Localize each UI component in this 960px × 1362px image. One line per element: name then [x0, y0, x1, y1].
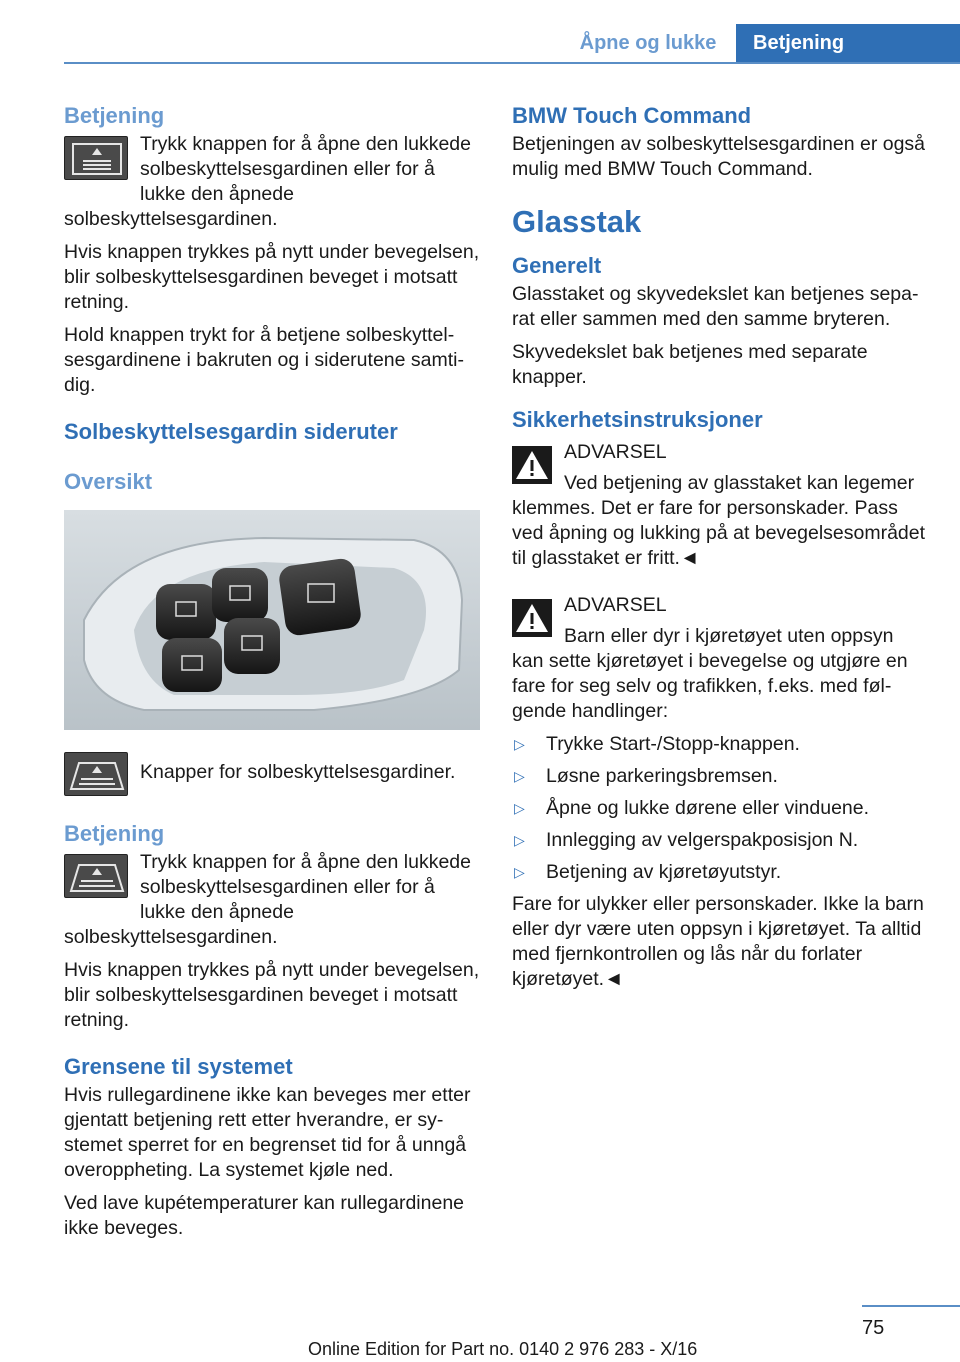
header-section-tab: Åpne og lukke	[579, 32, 717, 54]
bullet-triangle-icon: ▷	[514, 800, 525, 816]
heading-solbeskyttelsesgardin: Solbeskyttelsesgardin sideruter	[64, 419, 398, 444]
warning-text: Barn eller dyr i kjøretøyet uten oppsyn kan sette kjøretøyet i bevegelse og utgjøre en fare for seg selv og trafikken, f.eks. med følgende handlinger:	[512, 625, 908, 722]
bullet-triangle-icon: ▷	[514, 864, 525, 880]
page-number: 75	[862, 1317, 885, 1339]
heading-oversikt: Oversikt	[64, 469, 153, 494]
window-switch-photo	[64, 510, 480, 730]
list-item: ▷ Betjening av kjøretøyutstyr.	[514, 861, 782, 883]
instruction-with-icon	[64, 132, 480, 240]
heading-betjening: Betjening	[64, 103, 165, 128]
warning-triangle-icon	[512, 599, 552, 637]
heading-sikkerhetsinstruksjoner: Sikkerhetsinstruksjoner	[512, 407, 763, 432]
bullet-triangle-icon: ▷	[514, 832, 525, 848]
heading-betjening-2: Betjening	[64, 821, 165, 846]
list-item: ▷ Løsne parkeringsbremsen.	[514, 765, 778, 787]
bullet-triangle-icon: ▷	[514, 768, 525, 784]
header-rule	[64, 62, 960, 64]
heading-bmw-touch-command: BMW Touch Command	[512, 103, 752, 128]
right-column	[512, 100, 928, 1000]
warning-triangle-icon	[512, 446, 552, 484]
warning-title: ADVARSEL	[564, 441, 667, 463]
list-item: ▷ Trykke Start-/Stopp-knappen.	[514, 733, 800, 755]
left-column	[64, 100, 480, 1249]
paragraph: Fare for ulykker eller personskader. Ikke la barn eller dyr være uten oppsyn i kjøretøyet. Ta alltid med fjernkontrollen og lås når du forlater kjøretøyet.◄	[512, 893, 924, 990]
edition-line: Online Edition for Part no. 0140 2 976 283 - X/16	[308, 1339, 698, 1359]
paragraph: Betjeningen av solbeskyttelsesgardinen er også mulig med BMW Touch Command.	[512, 133, 926, 180]
warning-title: ADVARSEL	[564, 594, 667, 616]
warning-block	[512, 440, 928, 579]
sunblind-button-icon	[64, 752, 128, 796]
warning-block	[512, 593, 928, 732]
paragraph: Trykk knappen for å åpne den lukkede solbeskyttelsesgardinen eller for å lukke den åpnede solbeskyttelsesgardinen.	[64, 851, 471, 948]
list-item: ▷ Innlegging av velgerspakposisjon N.	[514, 829, 859, 851]
paragraph: Skyvedekslet bak betjenes med separate knapper.	[512, 341, 868, 388]
footer-rule	[862, 1305, 960, 1307]
list-item: ▷ Åpne og lukke dørene eller vinduene.	[514, 797, 870, 819]
sunblind-button-icon	[64, 136, 128, 180]
hazard-list	[512, 732, 928, 885]
paragraph: Hvis knappen trykkes på nytt under bevegelsen, blir solbeskyttelsesgardinen beveget i motsatt retning.	[64, 959, 480, 1031]
header-chapter-tab: Betjening	[736, 24, 960, 62]
warning-text: Ved betjening av glasstaket kan legemer klemmes. Det er fare for personskader. Pass ved åpning og lukking på at bevegelsesområdet til glasstaket er fritt.◄	[512, 472, 926, 569]
instruction-with-icon	[64, 850, 480, 958]
paragraph: Glasstaket og skyvedekslet kan betjenes separat eller sammen med den samme bryteren.	[512, 283, 919, 330]
photo-caption: Knapper for solbeskyttelsesgardiner.	[140, 761, 456, 783]
sunblind-button-icon	[64, 854, 128, 898]
heading-glasstak: Glasstak	[512, 204, 642, 239]
paragraph: Trykk knappen for å åpne den lukkede solbeskyttelsesgardinen eller for å lukke den åpnede solbeskyttelsesgardinen.	[64, 133, 471, 230]
paragraph: Hvis rullegardinene ikke kan beveges mer etter gjentatt betjening rett etter hverandre, er systemet sperret for en begrenset tid for å unngå overoppheting. La systemet kjøle ned.	[64, 1084, 471, 1181]
paragraph: Ved lave kupétemperaturer kan rullegardinene ikke beveges.	[64, 1192, 465, 1239]
heading-grensene: Grensene til systemet	[64, 1054, 293, 1079]
paragraph: Hvis knappen trykkes på nytt under bevegelsen, blir solbeskyttelsesgardinen beveget i motsatt retning.	[64, 241, 480, 313]
paragraph: Hold knappen trykt for å betjene solbeskyttelsesgardinene i bakruten og i siderutene samtidig.	[64, 324, 464, 396]
bullet-triangle-icon: ▷	[514, 736, 525, 752]
caption-with-icon	[64, 748, 480, 800]
heading-generelt: Generelt	[512, 253, 602, 278]
